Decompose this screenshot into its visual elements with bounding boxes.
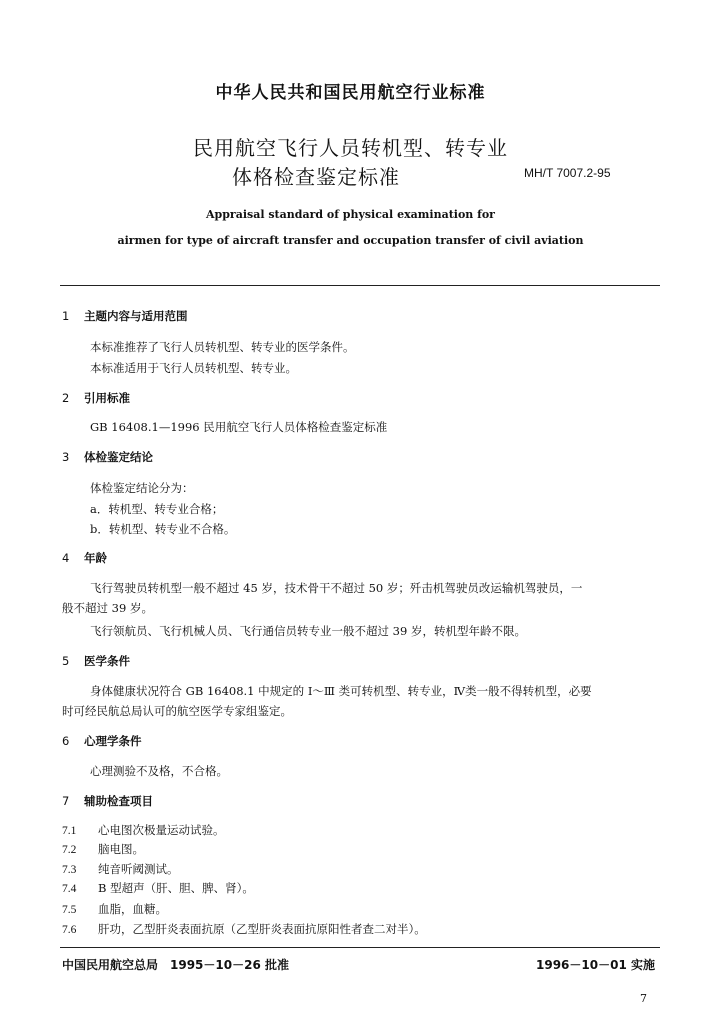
section-title: 体检鉴定结论 bbox=[84, 450, 153, 464]
english-title-line-1: Appraisal standard of physical examination for bbox=[206, 208, 495, 221]
section-4-paragraph: 飞行驾驶员转机型一般不超过 45 岁，技术骨干不超过 50 岁；歼击机驾驶员改运输机驾驶员，一 bbox=[90, 581, 583, 595]
standard-title-line-2: 体格检查鉴定标准 bbox=[232, 165, 400, 189]
footer-divider bbox=[60, 947, 660, 948]
page-number: 7 bbox=[640, 992, 647, 1005]
item-number: 7.6 bbox=[62, 924, 77, 936]
section-4-heading bbox=[62, 550, 107, 566]
section-title: 主题内容与适用范围 bbox=[84, 309, 188, 323]
item-text: B 型超声（肝、胆、脾、肾）。 bbox=[98, 881, 254, 895]
section-title: 心理学条件 bbox=[84, 734, 142, 748]
section-4-paragraph: 飞行领航员、飞行机械人员、飞行通信员转专业一般不超过 39 岁，转机型年龄不限。 bbox=[90, 624, 526, 638]
section-1-paragraph: 本标准推荐了飞行人员转机型、转专业的医学条件。 bbox=[90, 340, 355, 354]
checkup-item bbox=[62, 921, 426, 937]
item-text: 纯音听阈测试。 bbox=[98, 862, 179, 876]
item-number: 7.1 bbox=[62, 825, 77, 837]
item-number: 7.5 bbox=[62, 904, 77, 916]
section-number: 2 bbox=[62, 391, 70, 405]
section-5-paragraph: 身体健康状况符合 GB 16408.1 中规定的 Ⅰ～Ⅲ 类可转机型、转专业，Ⅳ类一般不得转机型，必要 bbox=[90, 684, 592, 698]
section-5-heading bbox=[62, 653, 130, 669]
section-number: 4 bbox=[62, 551, 70, 565]
item-number: 7.3 bbox=[62, 864, 77, 876]
standard-number: MH/T 7007.2-95 bbox=[524, 166, 611, 180]
item-number: 7.2 bbox=[62, 844, 77, 856]
section-number: 5 bbox=[62, 654, 70, 668]
section-number: 6 bbox=[62, 734, 70, 748]
issuing-organization: 中华人民共和国民用航空行业标准 bbox=[215, 83, 486, 103]
english-title-line-2: airmen for type of aircraft transfer and occupation transfer of civil aviation bbox=[117, 234, 584, 247]
checkup-item bbox=[62, 861, 179, 877]
checkup-item bbox=[62, 822, 225, 838]
section-7-heading bbox=[62, 793, 153, 809]
section-2-heading bbox=[62, 390, 130, 406]
item-text: 脑电图。 bbox=[98, 842, 144, 856]
section-6-heading bbox=[62, 733, 142, 749]
section-title: 医学条件 bbox=[84, 654, 130, 668]
section-3-heading bbox=[62, 449, 153, 465]
checkup-item bbox=[62, 880, 254, 896]
section-5-paragraph: 时可经民航总局认可的航空医学专家组鉴定。 bbox=[62, 704, 292, 718]
approval-statement: 中国民用航空总局 1995－10－26 批准 bbox=[62, 958, 289, 972]
section-number: 3 bbox=[62, 450, 70, 464]
section-number: 7 bbox=[62, 794, 70, 808]
section-number: 1 bbox=[62, 309, 70, 323]
section-4-paragraph: 般不超过 39 岁。 bbox=[62, 601, 153, 615]
section-3-paragraph: a．转机型、转专业合格； bbox=[90, 502, 224, 516]
section-3-paragraph: 体检鉴定结论分为： bbox=[90, 481, 194, 495]
section-6-paragraph: 心理测验不及格，不合格。 bbox=[90, 764, 228, 778]
header-divider bbox=[60, 285, 660, 286]
item-text: 血脂，血糖。 bbox=[98, 902, 167, 916]
checkup-item bbox=[62, 901, 167, 917]
item-number: 7.4 bbox=[62, 883, 77, 895]
checkup-item bbox=[62, 841, 144, 857]
standard-title-line-1: 民用航空飞行人员转机型、转专业 bbox=[193, 136, 508, 160]
section-title: 引用标准 bbox=[84, 391, 130, 405]
section-2-paragraph: GB 16408.1—1996 民用航空飞行人员体格检查鉴定标准 bbox=[90, 420, 388, 434]
section-3-paragraph: b．转机型、转专业不合格。 bbox=[90, 522, 236, 536]
section-title: 辅助检查项目 bbox=[84, 794, 153, 808]
effective-date: 1996－10－01 实施 bbox=[536, 958, 655, 972]
section-1-paragraph: 本标准适用于飞行人员转机型、转专业。 bbox=[90, 361, 297, 375]
item-text: 心电图次极量运动试验。 bbox=[98, 823, 225, 837]
item-text: 肝功，乙型肝炎表面抗原（乙型肝炎表面抗原阳性者查二对半）。 bbox=[98, 922, 426, 936]
section-title: 年龄 bbox=[84, 551, 107, 565]
section-1-heading bbox=[62, 308, 188, 324]
